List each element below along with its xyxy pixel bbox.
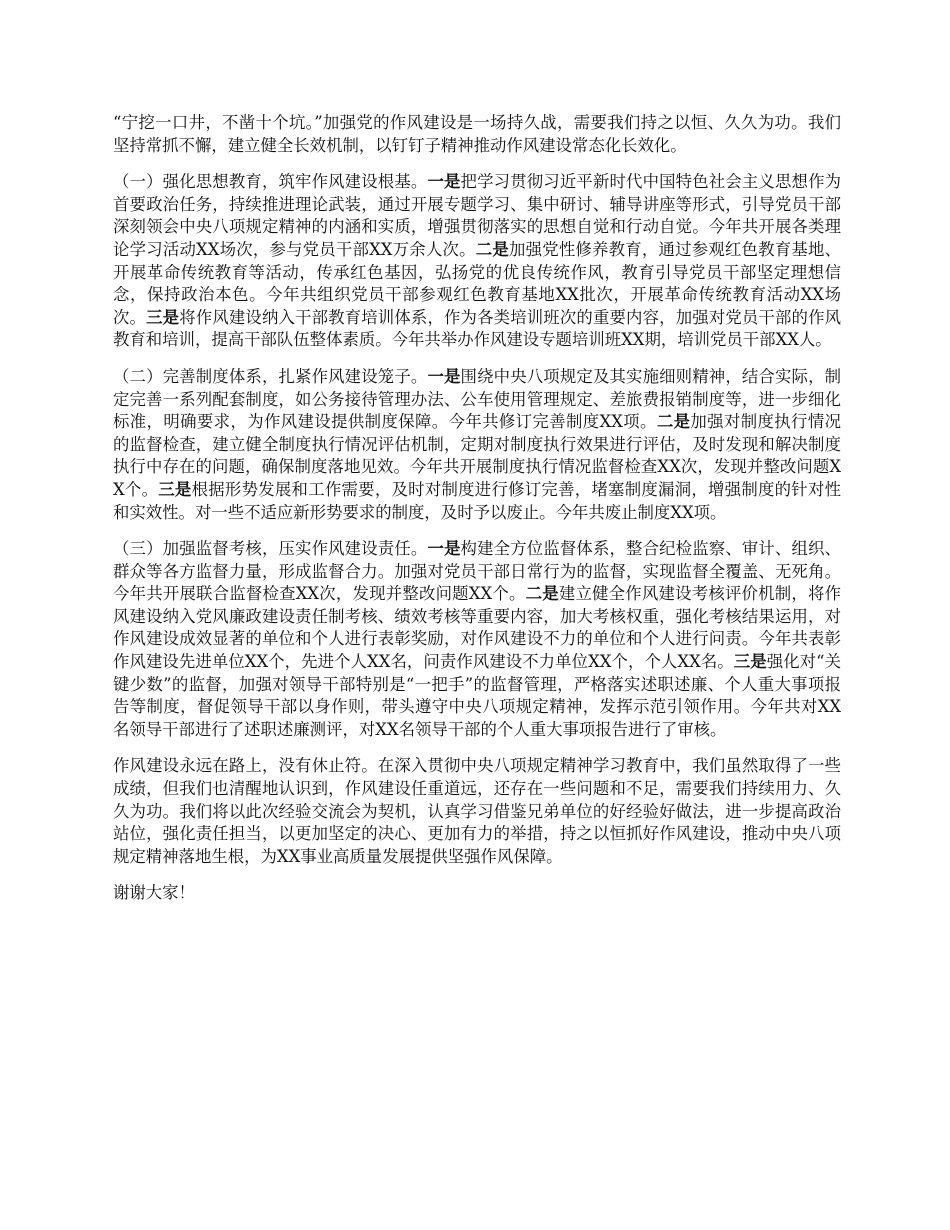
conclusion-paragraph: 作风建设永远在路上，没有休止符。在深入贯彻中央八项规定精神学习教育中，我们虽然取得了一些成绩，但我们也清醒地认识到，作风建设任重道远，还存在一些问题和不足，需要我们持续用力、久久为功。我们将以此次经验交流会为契机，认真学习借鉴兄弟单位的好经验好做法，进一步提高政治站位，强化责任担当，以更加坚定的决心、更加有力的举措，持之以恒抓好作风建设，推动中央八项规定精神落地生根，为XX事业高质量发展提供坚强作风保障。 (113, 756, 841, 866)
intro-paragraph: “宁挖一口井，不凿十个坑。”加强党的作风建设是一场持久战，需要我们持之以恒、久久为功。我们坚持常抓不懈，建立健全长效机制，以钉钉子精神推动作风建设常态化长效化。 (113, 113, 841, 155)
section-2-marker-1: 一是 (427, 366, 461, 386)
section-2-marker-3: 三是 (158, 479, 192, 499)
section-1-heading: （一）强化思想教育，筑牢作风建设根基。 (113, 172, 428, 192)
section-2-marker-2: 二是 (656, 412, 691, 432)
section-1-paragraph (113, 171, 841, 352)
section-3-text-3: 强化对“关键少数”的监督，加强对领导干部特别是“一把手”的监督管理，严格落实述职述廉、个人重大事项报告等制度，督促领导干部以身作则，带头遵守中央八项规定精神，发挥示范引领作用。今年共对XX名领导干部进行了述职述廉测评，对XX名领导干部的个人重大事项报告进行了审核。 (113, 652, 842, 739)
section-1-marker-1: 一是 (427, 172, 461, 192)
section-1-marker-3: 三是 (146, 307, 180, 327)
section-3-marker-1: 一是 (427, 539, 461, 559)
section-1-text-3: 将作风建设纳入干部教育培训体系，作为各类培训班次的重要内容，加强对党员干部的作风教育和培训，提高干部队伍整体素质。今年共举办作风建设专题培训班XX期，培训党员干部XX人。 (113, 307, 842, 350)
section-3-text-1: 构建全方位监督体系，整合纪检监察、审计、组织、群众等各方监督力量，形成监督合力。加强对党员干部日常行为的监督，实现监督全覆盖、无死角。今年共开展联合监督检查XX次，发现并整改问题XX个。 (113, 539, 842, 604)
section-2-heading: （二）完善制度体系，扎紧作风建设笼子。 (113, 366, 428, 386)
section-3-heading: （三）加强监督考核，压实作风建设责任。 (113, 539, 428, 559)
section-3-paragraph (113, 538, 841, 741)
section-3-marker-3: 三是 (733, 652, 767, 672)
section-2-text-2: 加强对制度执行情况的监督检查，建立健全制度执行情况评估机制，定期对制度执行效果进行评估，及时发现和解决制度执行中存在的问题，确保制度落地见效。今年共开展制度执行情况监督检查XX次，发现并整改问题XX个。 (113, 412, 842, 499)
section-1-text-1: 把学习贯彻习近平新时代中国特色社会主义思想作为首要政治任务，持续推进理论武装，通过开展专题学习、集中研讨、辅导讲座等形式，引导党员干部深刻领会中央八项规定精神的内涵和实质，增强贯彻落实的思想自觉和行动自觉。今年共开展各类理论学习活动XX场次，参与党员干部XX万余人次。 (113, 172, 842, 259)
section-1-marker-2: 二是 (475, 239, 509, 259)
section-2-text-3: 根据形势发展和工作需要，及时对制度进行修订完善，堵塞制度漏洞，增强制度的针对性和实效性。对一些不适应新形势要求的制度，及时予以废止。今年共废止制度XX项。 (113, 479, 842, 522)
thanks-line: 谢谢大家！ (113, 883, 195, 903)
section-2-text-1: 围绕中央八项规定及其实施细则精神，结合实际，制定完善一系列配套制度，如公务接待管理办法、公车使用管理规定、差旅费报销制度等，进一步细化标准，明确要求，为作风建设提供制度保障。今年共修订完善制度XX项。 (113, 366, 842, 432)
section-3-marker-2: 二是 (525, 584, 559, 604)
document-body (113, 112, 841, 919)
section-1-text-2: 加强党性修养教育，通过参观红色教育基地、开展革命传统教育等活动，传承红色基因，弘扬党的优良传统作风，教育引导党员干部坚定理想信念，保持政治本色。今年共组织党员干部参观红色教育基地XX批次，开展革命传统教育活动XX场次。 (113, 239, 842, 327)
section-2-paragraph (113, 366, 841, 524)
section-3-text-2: 建立健全作风建设考核评价机制，将作风建设纳入党风廉政建设责任制考核、绩效考核等重要内容，加大考核权重，强化考核结果运用，对作风建设成效显著的单位和个人进行表彰奖励，对作风建设不力的单位和个人进行问责。今年共表彰作风建设先进单位XX个，先进个人XX名，问责作风建设不力单位XX个，个人XX名。 (113, 584, 842, 672)
